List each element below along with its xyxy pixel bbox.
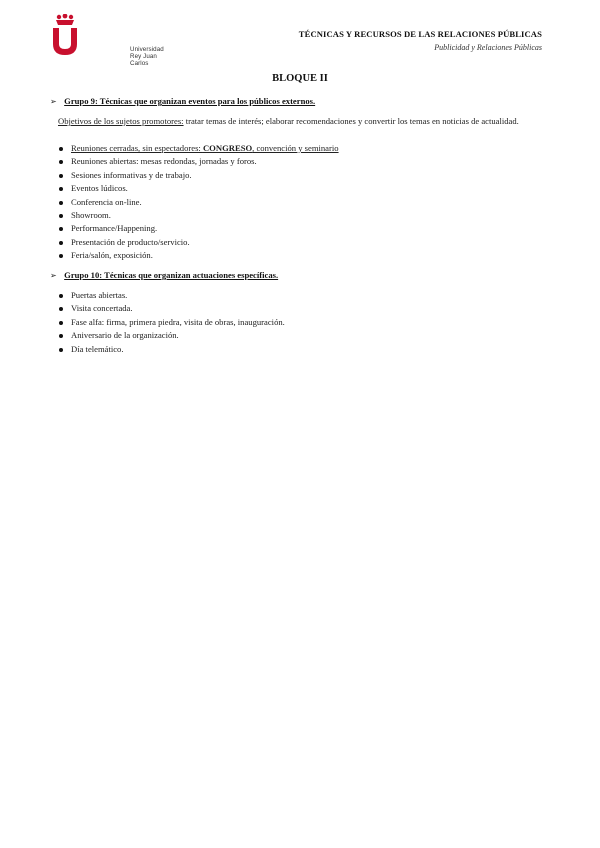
group-9-heading [50,96,315,106]
bullet-icon [59,334,63,338]
bullet-icon [59,187,63,191]
bullet-icon [59,174,63,178]
group-10-heading [50,270,278,280]
list-item-text: Puertas abiertas. [71,290,128,300]
list-item [58,289,285,302]
list-item-text: Performance/Happening. [71,223,158,234]
bullet-icon [59,201,63,205]
list-item-text: Aniversario de la organización. [71,330,179,341]
bullet-icon [59,160,63,164]
course-subtitle: Publicidad y Relaciones Públicas [434,43,542,52]
congreso-bold: CONGRESO [202,143,253,153]
list-item-text: Presentación de producto/servicio. [71,236,190,247]
list-item-text: Showroom. [71,209,111,220]
list-item [58,249,339,262]
group-9-list [58,142,339,263]
course-title: TÉCNICAS Y RECURSOS DE LAS RELACIONES PÚBLICAS [298,29,542,39]
first-item-text [71,143,339,153]
list-item-text: Conferencia on-line. [71,196,142,207]
objectives-paragraph [58,115,543,128]
logo-line-1: Universidad [130,46,164,53]
bullet-icon [59,147,63,151]
university-logo [50,14,164,67]
first-item-part-2: , convención y seminario [252,143,339,153]
list-item [58,182,339,195]
list-item [58,209,339,222]
bullet-icon [59,214,63,218]
bullet-icon [59,348,63,352]
list-item-text: Sesiones informativas y de trabajo. [71,169,192,180]
list-item-text: Día telemático. [71,343,124,354]
objectives-label: Objetivos de los sujetos promotores: [58,116,184,126]
group-10-list [58,289,285,356]
logo-line-2: Rey Juan Carlos [130,53,157,67]
bullet-icon [59,321,63,325]
crown-u-logo-icon [50,14,80,58]
list-item-text: Feria/salón, exposición. [71,250,153,261]
list-item [58,169,339,182]
list-item [58,343,285,356]
list-item [58,329,285,342]
list-item [58,155,339,168]
list-item [58,302,285,315]
bullet-icon [59,227,63,231]
list-item [58,196,339,209]
objectives-text: tratar temas de interés; elaborar recomendaciones y convertir los temas en noticias de actualidad. [183,116,519,126]
list-item-text: Reuniones abiertas: mesas redondas, jornadas y foros. [71,156,257,167]
bullet-icon [59,307,63,311]
list-item-text: Visita concertada. [71,303,133,314]
block-title: BLOQUE II [272,73,328,84]
bullet-icon [59,254,63,258]
list-item [58,142,339,155]
arrow-bullet-icon: ➢ [50,271,57,280]
list-item-text: Fase alfa: firma, primera piedra, visita de obras, inauguración. [71,316,285,327]
first-item-part-1: Reuniones cerradas, sin espectadores: [71,143,203,153]
bullet-icon [59,294,63,298]
list-item-text: Eventos lúdicos. [71,183,128,194]
group-9-heading-text: Grupo 9: Técnicas que organizan eventos para los públicos externos. [64,96,316,106]
arrow-bullet-icon: ➢ [50,97,57,106]
group-10-heading-text: Grupo 10: Técnicas que organizan actuaciones específicas. [64,270,279,280]
list-item [58,222,339,235]
list-item [58,236,339,249]
list-item [58,316,285,329]
bullet-icon [59,241,63,245]
logo-wordmark [130,46,164,67]
